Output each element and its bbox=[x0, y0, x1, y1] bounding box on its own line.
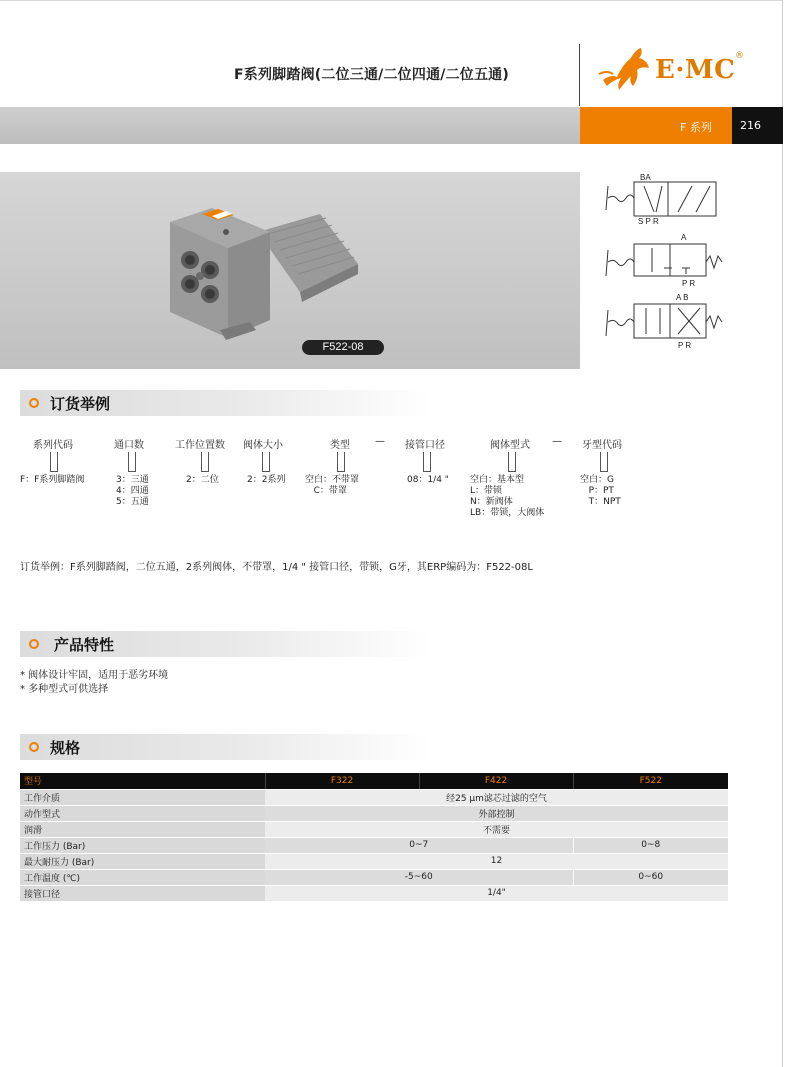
spec-header-cell: 型号 bbox=[20, 773, 265, 789]
order-field-label: 牙型代码 bbox=[582, 440, 622, 451]
spec-table bbox=[20, 773, 728, 902]
logo-separator bbox=[579, 44, 580, 106]
order-field-label: 类型 bbox=[330, 440, 350, 451]
order-bracket bbox=[508, 452, 516, 472]
order-field-values: 2：2系列 bbox=[247, 475, 286, 485]
table-row bbox=[20, 853, 728, 869]
order-bracket bbox=[600, 452, 608, 472]
spec-value: 12 bbox=[265, 853, 728, 869]
bullet-icon bbox=[29, 742, 39, 752]
spec-section-bar bbox=[20, 734, 430, 760]
spec-header-row bbox=[20, 773, 728, 789]
spec-header-cell: F322 bbox=[265, 773, 419, 789]
order-field-label: 系列代码 bbox=[33, 440, 73, 451]
order-bracket bbox=[128, 452, 136, 472]
order-field-label: 通口数 bbox=[114, 440, 144, 451]
table-row bbox=[20, 789, 728, 805]
symbol3-ports-top: A B bbox=[676, 293, 689, 302]
order-bracket bbox=[262, 452, 270, 472]
registered-mark: ® bbox=[735, 51, 744, 61]
order-bracket bbox=[201, 452, 209, 472]
spec-value: 不需要 bbox=[265, 821, 728, 837]
spec-value: 0~8 bbox=[573, 837, 728, 853]
order-field-values: 08：1/4 " bbox=[407, 475, 449, 485]
spec-header-cell: F422 bbox=[419, 773, 573, 789]
spec-label: 工作压力 (Bar) bbox=[20, 837, 265, 853]
order-field-values: 空白：G P：PT T：NPT bbox=[580, 475, 621, 507]
order-bracket bbox=[423, 452, 431, 472]
table-row bbox=[20, 805, 728, 821]
spec-label: 润滑 bbox=[20, 821, 265, 837]
spec-label: 动作型式 bbox=[20, 805, 265, 821]
order-field-label: 阀体型式 bbox=[490, 440, 530, 451]
product-photo bbox=[0, 172, 580, 369]
spec-label: 接管口径 bbox=[20, 885, 265, 901]
page-title: F系列脚踏阀(二位三通/二位四通/二位五通) bbox=[234, 67, 509, 83]
spec-label: 工作介质 bbox=[20, 789, 265, 805]
ordering-section-title: 订货举例 bbox=[50, 395, 111, 413]
valve-circuit-symbols bbox=[600, 172, 770, 362]
spec-label: 工作温度 (℃) bbox=[20, 869, 265, 885]
symbol3-ports-bottom: P R bbox=[678, 341, 692, 350]
order-field-values: F：F系列脚踏阀 bbox=[20, 475, 85, 485]
page-border-right bbox=[782, 0, 783, 1067]
table-row bbox=[20, 885, 728, 901]
order-field-values: 空白：基本型 L：带锁 N：新阀体 LB：带锁，大阀体 bbox=[470, 475, 545, 518]
feature-item: * 多种型式可供选择 bbox=[20, 684, 109, 695]
spec-value: 0~60 bbox=[573, 869, 728, 885]
order-example-text: 订货举例：F系列脚踏阀，二位五通，2系列阀体，不带罩，1/4 " 接管口径，带锁，G牙，其ERP编码为：F522-08L bbox=[20, 562, 533, 573]
spec-value: 0~7 bbox=[265, 837, 573, 853]
order-bracket bbox=[337, 452, 345, 472]
spec-section-title: 规格 bbox=[50, 739, 81, 757]
order-field-label: 接管口径 bbox=[405, 440, 445, 451]
spec-value: 1/4" bbox=[265, 885, 728, 901]
order-field-values: 3：三通 4：四通 5：五通 bbox=[116, 475, 149, 507]
feature-item: * 阀体设计牢固，适用于恶劣环境 bbox=[20, 670, 169, 681]
bullet-icon bbox=[29, 639, 39, 649]
spec-header-cell: F522 bbox=[573, 773, 728, 789]
spec-value: 经25 μm滤芯过滤的空气 bbox=[265, 789, 728, 805]
features-section-title: 产品特性 bbox=[54, 636, 115, 654]
model-badge: F522-08 bbox=[302, 340, 384, 355]
symbol1-ports-top: BA bbox=[640, 173, 651, 182]
order-field-values: 空白：不带罩 C：带罩 bbox=[305, 475, 360, 496]
bullet-icon bbox=[29, 398, 39, 408]
symbol2-ports-bottom: P R bbox=[682, 279, 696, 288]
order-field-values: 2：二位 bbox=[186, 475, 219, 485]
brand-name: E·MC bbox=[655, 55, 736, 85]
spec-value: -5~60 bbox=[265, 869, 573, 885]
order-bracket bbox=[50, 452, 58, 472]
header-banner bbox=[0, 107, 580, 144]
table-row bbox=[20, 821, 728, 837]
order-field-label: 阀体大小 bbox=[243, 440, 283, 451]
symbol2-ports-top: A bbox=[681, 233, 687, 242]
spec-label: 最大耐压力 (Bar) bbox=[20, 853, 265, 869]
table-row bbox=[20, 837, 728, 853]
spec-value: 外部控制 bbox=[265, 805, 728, 821]
series-label: F 系列 bbox=[680, 121, 712, 134]
order-field-label: 工作位置数 bbox=[175, 440, 225, 451]
foot-pedal-valve-image bbox=[160, 202, 370, 342]
symbol1-ports-bottom: S P R bbox=[638, 217, 659, 226]
table-row bbox=[20, 869, 728, 885]
brand-horse-logo-icon bbox=[597, 44, 657, 94]
order-dash: — bbox=[552, 436, 562, 447]
order-dash: — bbox=[375, 436, 385, 447]
page-number: 216 bbox=[740, 119, 761, 132]
page-border-top bbox=[0, 0, 783, 1]
